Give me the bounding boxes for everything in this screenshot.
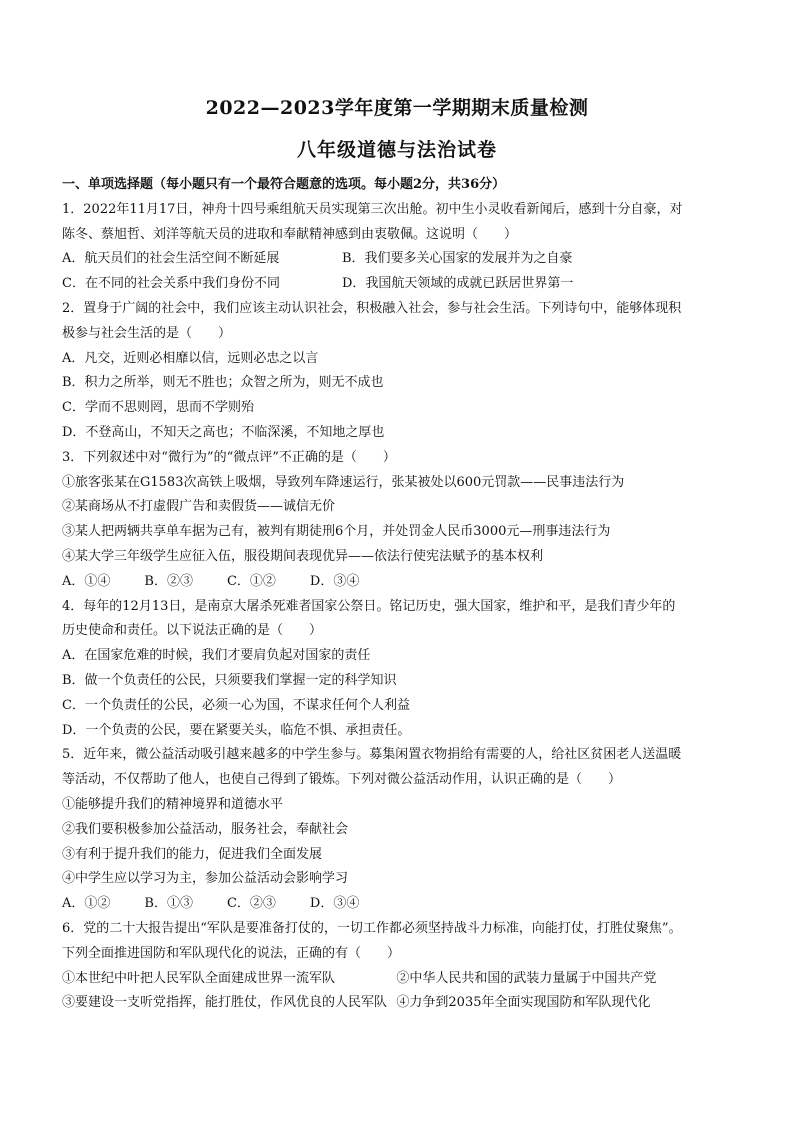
statement-4: ④力争到2035年全面实现国防和军队现代化: [396, 995, 651, 1011]
exam-title: 2022—2023学年度第一学期期末质量检测: [205, 97, 589, 119]
option-b: B．②③: [144, 573, 193, 589]
exam-subtitle: 八年级道德与法治试卷: [296, 139, 497, 161]
question-2: [62, 297, 738, 446]
option-b: B．①③: [144, 896, 193, 912]
statement-4: ④某大学三年级学生应征入伍，服役期间表现优异——依法行使宪法赋予的基本权利: [62, 548, 544, 564]
option-row: [62, 892, 738, 917]
option-row: [62, 570, 738, 595]
option-d: D．③④: [309, 573, 360, 589]
statement-2: ②中华人民共和国的武装力量属于中国共产党: [396, 970, 657, 986]
option-a: A．①④: [62, 573, 111, 589]
option-a: A．航天员们的社会生活空间不断延展: [62, 251, 280, 267]
question-stem: 1．2022年11月17日，神舟十四号乘组航天员实现第三次出舱。初中生小灵收看新闻后，感到十分自豪，对: [62, 201, 683, 217]
question-stem: 历史使命和责任。以下说法正确的是（ ）: [62, 623, 323, 639]
statement-3: ③某人把两辆共享单车据为己有，被判有期徒刑6个月，并处罚金人民币3000元—刑事违法行为: [62, 524, 611, 540]
option-row: [62, 247, 738, 272]
option-a: A．凡交，近则必相靡以信，远则必忠之以言: [62, 350, 319, 366]
statement-2: ②某商场从不打虚假广告和卖假货——诚信无价: [62, 499, 336, 515]
question-3: [62, 446, 738, 595]
question-stem: 4．每年的12月13日，是南京大屠杀死难者国家公祭日。铭记历史，强大国家，维护和平，是我们青少年的: [62, 598, 676, 614]
question-4: [62, 595, 738, 744]
option-c: C．一个负责任的公民，必须一心为国，不谋求任何个人利益: [62, 697, 410, 713]
question-stem: 2．置身于广阔的社会中，我们应该主动认识社会，积极融入社会，参与社会生活。下列诗句中，能够体现积: [62, 300, 682, 316]
question-5: [62, 743, 738, 917]
statement-4: ④中学生应以学习为主，参加公益活动会影响学习: [62, 871, 349, 887]
statement-3: ③有利于提升我们的能力，促进我们全面发展: [62, 846, 323, 862]
question-6: [62, 917, 738, 1016]
question-stem: 下列全面推进国防和军队现代化的说法，正确的有（ ）: [62, 945, 401, 961]
statement-3: ③要建设一支听党指挥，能打胜仗，作风优良的人民军队: [62, 995, 388, 1011]
question-stem: 5．近年来，微公益活动吸引越来越多的中学生参与。募集闲置衣物捐给有需要的人，给社区贫困老人送温暖: [62, 747, 682, 763]
option-c: C．在不同的社会关系中我们身份不同: [62, 276, 280, 292]
question-stem: 极参与社会生活的是（ ）: [62, 325, 232, 341]
statement-row: [62, 991, 738, 1016]
option-b: B．积力之所举，则无不胜也；众智之所为，则无不成也: [62, 375, 384, 391]
option-d: D．一个负责的公民，要在紧要关头，临危不惧、承担责任。: [62, 722, 411, 738]
option-d: D．③④: [309, 896, 360, 912]
statement-1: ①本世纪中叶把人民军队全面建成世界一流军队: [62, 970, 336, 986]
option-c: C．①②: [226, 573, 276, 589]
option-c: C．学而不思则罔，思而不学则殆: [62, 400, 254, 416]
option-d: D．不登高山，不知天之高也；不临深溪，不知地之厚也: [62, 424, 385, 440]
question-stem: 6．党的二十大报告提出“军队是要准备打仗的，一切工作都必须坚持战斗力标准，向能打仗，打胜仗聚焦”。: [62, 920, 682, 936]
option-d: D．我国航天领域的成就已跃居世界第一: [342, 276, 574, 292]
option-a: A．在国家危难的时候，我们才要肩负起对国家的责任: [62, 648, 371, 664]
question-1: [62, 198, 738, 297]
option-c: C．②③: [226, 896, 276, 912]
question-stem: 陈冬、蔡旭哲、刘洋等航天员的进取和奉献精神感到由衷敬佩。这说明（ ）: [62, 226, 518, 242]
question-stem: 等活动，不仅帮助了他人，也使自己得到了锻炼。下列对微公益活动作用，认识正确的是（ ）: [62, 772, 622, 788]
exam-content: [62, 173, 738, 1016]
statement-1: ①能够提升我们的精神境界和道德水平: [62, 796, 284, 812]
statement-1: ①旅客张某在G1583次高铁上吸烟，导致列车降速运行，张某被处以600元罚款——民事违法行为: [62, 474, 625, 490]
statement-row: [62, 967, 738, 992]
option-b: B．做一个负责任的公民，只须要我们掌握一定的科学知识: [62, 672, 397, 688]
statement-2: ②我们要积极参加公益活动，服务社会，奉献社会: [62, 821, 349, 837]
question-stem: 3．下列叙述中对“微行为”的“微点评”不正确的是（ ）: [62, 449, 396, 465]
option-b: B．我们要多关心国家的发展并为之自豪: [342, 251, 573, 267]
section-heading: 一、单项选择题（每小题只有一个最符合题意的选项。每小题2分，共36分）: [62, 177, 506, 192]
option-a: A．①②: [62, 896, 111, 912]
option-row: [62, 272, 738, 297]
